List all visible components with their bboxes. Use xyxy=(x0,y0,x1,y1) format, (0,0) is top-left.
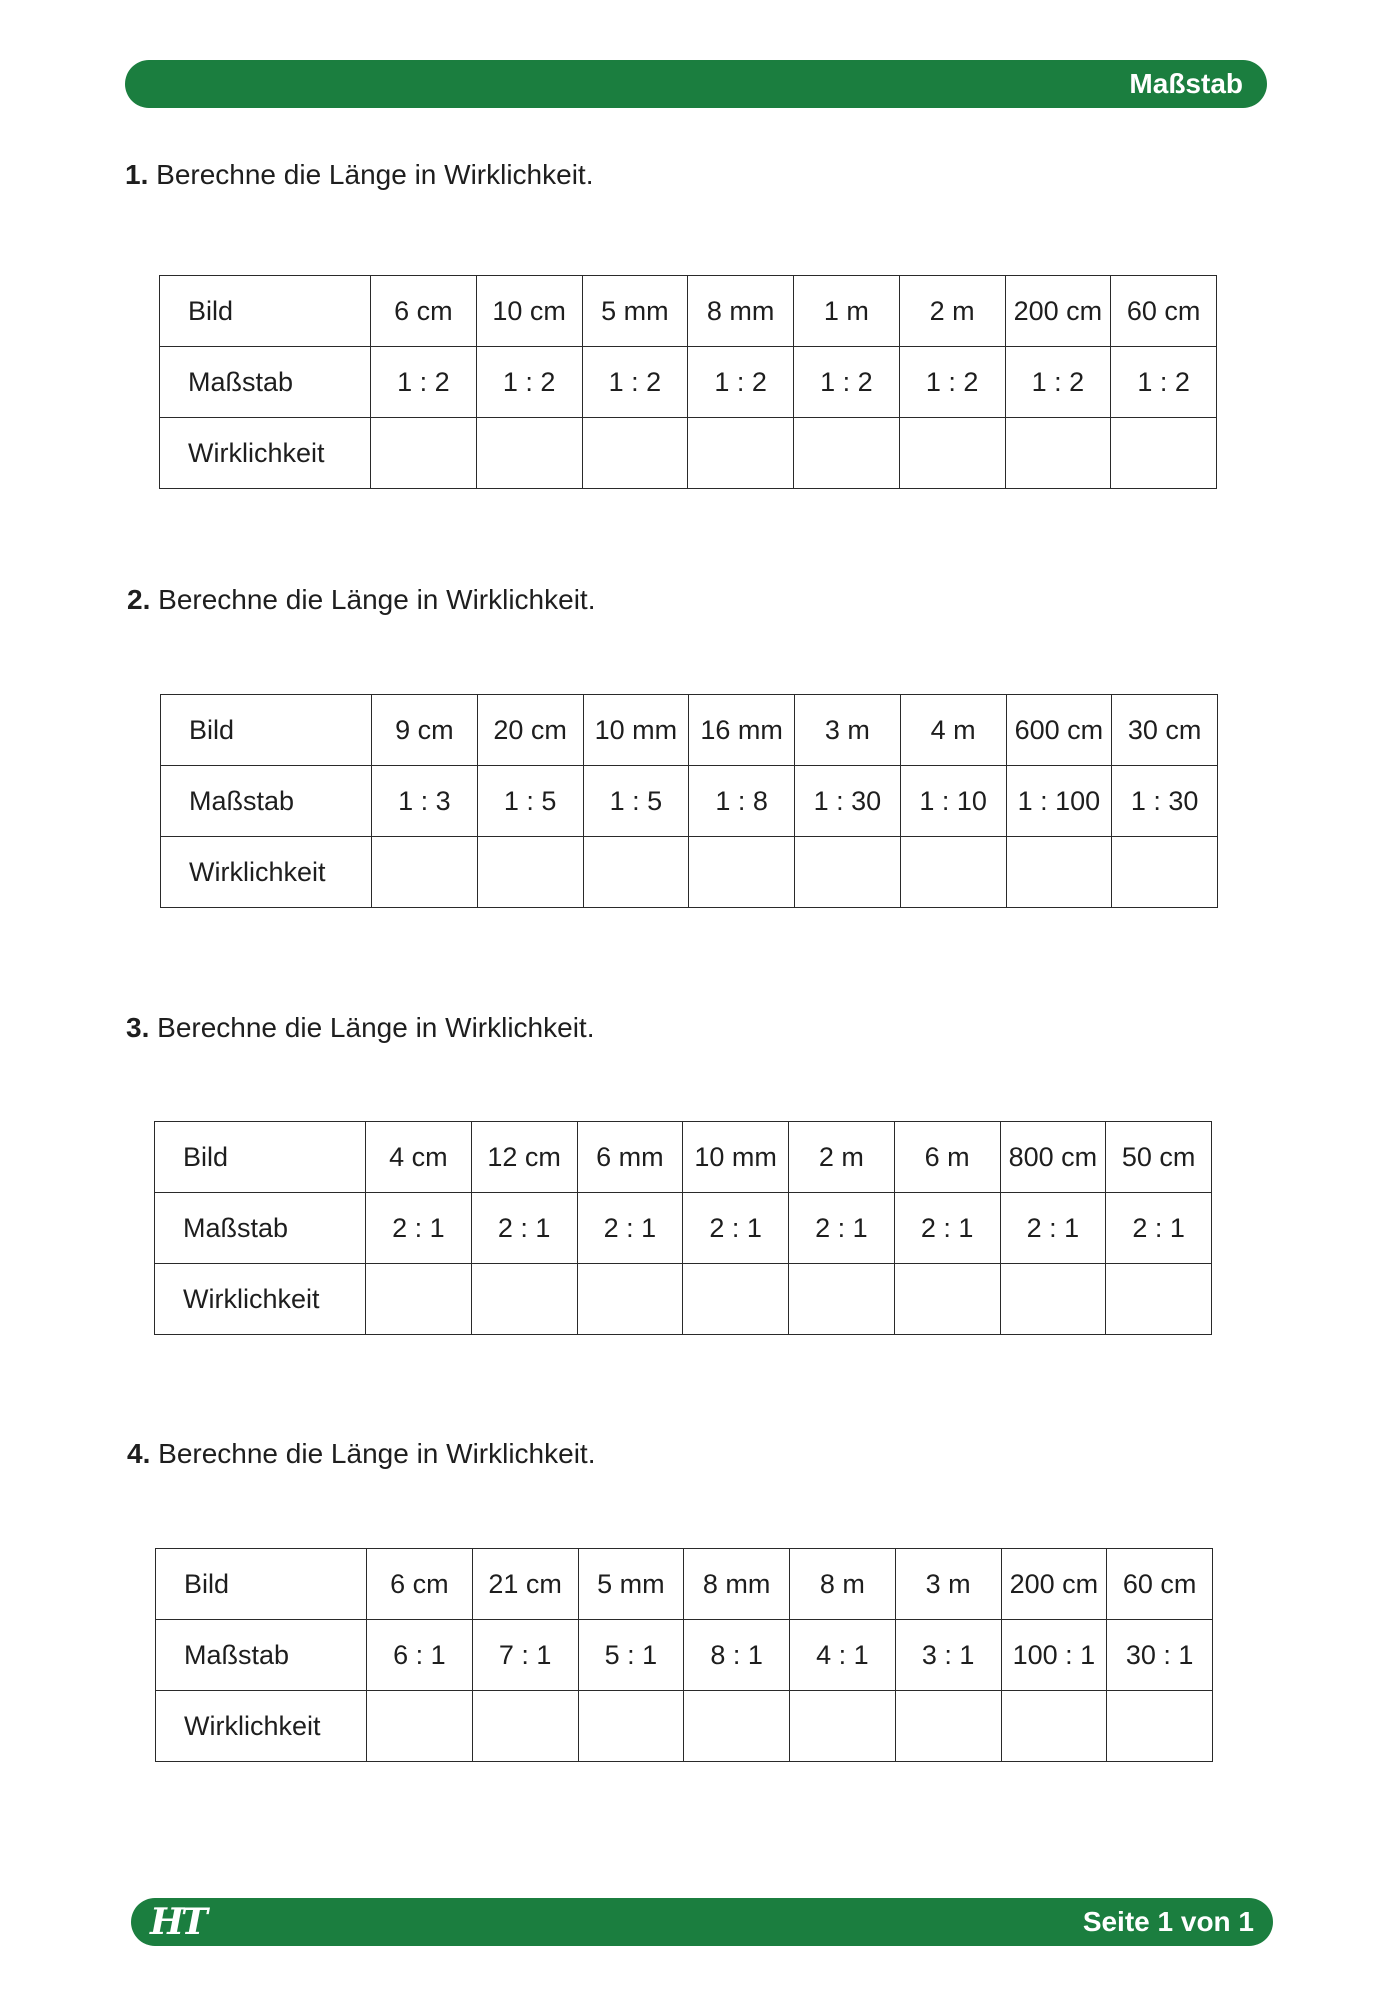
wirklichkeit-answer-cell xyxy=(367,1691,473,1762)
bild-value-cell: 20 cm xyxy=(477,695,583,766)
wirklichkeit-answer-cell xyxy=(790,1691,896,1762)
bild-value-cell: 60 cm xyxy=(1111,276,1217,347)
task-1-scale-table xyxy=(159,275,1217,489)
task-2-scale-table xyxy=(160,694,1218,908)
massstab-value-cell: 5 : 1 xyxy=(578,1620,684,1691)
wirklichkeit-answer-cell xyxy=(1107,1691,1213,1762)
bild-value-cell: 800 cm xyxy=(1000,1122,1106,1193)
bild-value-cell: 10 mm xyxy=(583,695,689,766)
massstab-value-cell: 1 : 2 xyxy=(371,347,477,418)
massstab-value-cell: 1 : 2 xyxy=(582,347,688,418)
bild-value-cell: 8 m xyxy=(790,1549,896,1620)
wirklichkeit-answer-cell xyxy=(471,1264,577,1335)
wirklichkeit-answer-cell xyxy=(689,837,795,908)
wirklichkeit-answer-cell xyxy=(372,837,478,908)
massstab-row xyxy=(160,347,1217,418)
bild-value-cell: 6 m xyxy=(894,1122,1000,1193)
massstab-value-cell: 1 : 2 xyxy=(1005,347,1111,418)
wirklichkeit-answer-cell xyxy=(894,1264,1000,1335)
massstab-value-cell: 100 : 1 xyxy=(1001,1620,1107,1691)
publisher-logo: HT xyxy=(150,1901,205,1943)
wirklichkeit-answer-cell xyxy=(583,837,689,908)
bild-row xyxy=(161,695,1218,766)
wirklichkeit-answer-cell xyxy=(577,1264,683,1335)
task-instruction-text: Berechne die Länge in Wirklichkeit. xyxy=(156,159,594,190)
wirklichkeit-row xyxy=(160,418,1217,489)
row-label: Bild xyxy=(156,1549,367,1620)
wirklichkeit-row xyxy=(156,1691,1213,1762)
wirklichkeit-answer-cell xyxy=(688,418,794,489)
task-4-instruction xyxy=(127,1436,595,1472)
wirklichkeit-answer-cell xyxy=(1106,1264,1212,1335)
bild-value-cell: 6 cm xyxy=(371,276,477,347)
task-3-scale-table xyxy=(154,1121,1212,1335)
row-label: Maßstab xyxy=(160,347,371,418)
bild-value-cell: 21 cm xyxy=(472,1549,578,1620)
wirklichkeit-answer-cell xyxy=(683,1264,789,1335)
massstab-value-cell: 2 : 1 xyxy=(1106,1193,1212,1264)
massstab-value-cell: 2 : 1 xyxy=(683,1193,789,1264)
massstab-value-cell: 1 : 2 xyxy=(899,347,1005,418)
row-label: Wirklichkeit xyxy=(160,418,371,489)
footer-bar xyxy=(131,1898,1273,1946)
massstab-row xyxy=(156,1620,1213,1691)
wirklichkeit-answer-cell xyxy=(794,418,900,489)
bild-value-cell: 6 cm xyxy=(367,1549,473,1620)
bild-value-cell: 3 m xyxy=(795,695,901,766)
wirklichkeit-row xyxy=(155,1264,1212,1335)
wirklichkeit-answer-cell xyxy=(789,1264,895,1335)
row-label: Maßstab xyxy=(156,1620,367,1691)
row-label: Wirklichkeit xyxy=(156,1691,367,1762)
task-number: 1. xyxy=(125,159,149,190)
row-label: Maßstab xyxy=(155,1193,366,1264)
bild-value-cell: 10 mm xyxy=(683,1122,789,1193)
wirklichkeit-answer-cell xyxy=(899,418,1005,489)
wirklichkeit-answer-cell xyxy=(476,418,582,489)
massstab-value-cell: 1 : 3 xyxy=(372,766,478,837)
bild-row xyxy=(155,1122,1212,1193)
wirklichkeit-row xyxy=(161,837,1218,908)
task-number: 3. xyxy=(126,1012,150,1043)
massstab-value-cell: 1 : 5 xyxy=(583,766,689,837)
bild-value-cell: 1 m xyxy=(794,276,900,347)
bild-value-cell: 200 cm xyxy=(1005,276,1111,347)
massstab-value-cell: 2 : 1 xyxy=(471,1193,577,1264)
bild-value-cell: 4 cm xyxy=(366,1122,472,1193)
task-instruction-text: Berechne die Länge in Wirklichkeit. xyxy=(157,1012,595,1043)
task-4-scale-table xyxy=(155,1548,1213,1762)
row-label: Bild xyxy=(160,276,371,347)
header-bar xyxy=(125,60,1267,108)
wirklichkeit-answer-cell xyxy=(366,1264,472,1335)
massstab-value-cell: 1 : 2 xyxy=(688,347,794,418)
bild-value-cell: 12 cm xyxy=(471,1122,577,1193)
massstab-value-cell: 2 : 1 xyxy=(789,1193,895,1264)
row-label: Wirklichkeit xyxy=(155,1264,366,1335)
bild-value-cell: 3 m xyxy=(895,1549,1001,1620)
massstab-value-cell: 1 : 2 xyxy=(1111,347,1217,418)
wirklichkeit-answer-cell xyxy=(578,1691,684,1762)
massstab-value-cell: 8 : 1 xyxy=(684,1620,790,1691)
page-title: Maßstab xyxy=(1129,68,1243,99)
bild-value-cell: 2 m xyxy=(789,1122,895,1193)
task-3-instruction xyxy=(126,1010,594,1046)
massstab-value-cell: 4 : 1 xyxy=(790,1620,896,1691)
massstab-value-cell: 1 : 5 xyxy=(477,766,583,837)
wirklichkeit-answer-cell xyxy=(1000,1264,1106,1335)
wirklichkeit-answer-cell xyxy=(582,418,688,489)
massstab-value-cell: 1 : 30 xyxy=(795,766,901,837)
bild-value-cell: 4 m xyxy=(900,695,1006,766)
massstab-value-cell: 1 : 10 xyxy=(900,766,1006,837)
bild-value-cell: 10 cm xyxy=(476,276,582,347)
bild-value-cell: 2 m xyxy=(899,276,1005,347)
bild-value-cell: 8 mm xyxy=(688,276,794,347)
row-label: Maßstab xyxy=(161,766,372,837)
wirklichkeit-answer-cell xyxy=(1112,837,1218,908)
bild-value-cell: 200 cm xyxy=(1001,1549,1107,1620)
task-number: 2. xyxy=(127,584,151,615)
massstab-value-cell: 3 : 1 xyxy=(895,1620,1001,1691)
bild-value-cell: 30 cm xyxy=(1112,695,1218,766)
massstab-value-cell: 1 : 2 xyxy=(476,347,582,418)
bild-value-cell: 8 mm xyxy=(684,1549,790,1620)
row-label: Bild xyxy=(161,695,372,766)
bild-row xyxy=(156,1549,1213,1620)
massstab-value-cell: 6 : 1 xyxy=(367,1620,473,1691)
bild-value-cell: 600 cm xyxy=(1006,695,1112,766)
row-label: Bild xyxy=(155,1122,366,1193)
massstab-value-cell: 2 : 1 xyxy=(894,1193,1000,1264)
massstab-value-cell: 1 : 30 xyxy=(1112,766,1218,837)
wirklichkeit-answer-cell xyxy=(477,837,583,908)
wirklichkeit-answer-cell xyxy=(795,837,901,908)
massstab-value-cell: 2 : 1 xyxy=(1000,1193,1106,1264)
massstab-value-cell: 1 : 8 xyxy=(689,766,795,837)
wirklichkeit-answer-cell xyxy=(1005,418,1111,489)
wirklichkeit-answer-cell xyxy=(1006,837,1112,908)
massstab-value-cell: 2 : 1 xyxy=(577,1193,683,1264)
bild-value-cell: 9 cm xyxy=(372,695,478,766)
wirklichkeit-answer-cell xyxy=(472,1691,578,1762)
wirklichkeit-answer-cell xyxy=(900,837,1006,908)
wirklichkeit-answer-cell xyxy=(684,1691,790,1762)
task-number: 4. xyxy=(127,1438,151,1469)
massstab-value-cell: 30 : 1 xyxy=(1107,1620,1213,1691)
bild-row xyxy=(160,276,1217,347)
bild-value-cell: 5 mm xyxy=(582,276,688,347)
bild-value-cell: 50 cm xyxy=(1106,1122,1212,1193)
wirklichkeit-answer-cell xyxy=(1111,418,1217,489)
page-number: Seite 1 von 1 xyxy=(1082,1906,1254,1937)
wirklichkeit-answer-cell xyxy=(895,1691,1001,1762)
massstab-value-cell: 2 : 1 xyxy=(366,1193,472,1264)
wirklichkeit-answer-cell xyxy=(1001,1691,1107,1762)
bild-value-cell: 6 mm xyxy=(577,1122,683,1193)
task-2-instruction xyxy=(127,582,595,618)
bild-value-cell: 60 cm xyxy=(1107,1549,1213,1620)
massstab-value-cell: 7 : 1 xyxy=(472,1620,578,1691)
bild-value-cell: 16 mm xyxy=(689,695,795,766)
massstab-value-cell: 1 : 100 xyxy=(1006,766,1112,837)
massstab-row xyxy=(161,766,1218,837)
row-label: Wirklichkeit xyxy=(161,837,372,908)
bild-value-cell: 5 mm xyxy=(578,1549,684,1620)
task-instruction-text: Berechne die Länge in Wirklichkeit. xyxy=(158,584,596,615)
task-1-instruction xyxy=(125,157,593,193)
massstab-row xyxy=(155,1193,1212,1264)
massstab-value-cell: 1 : 2 xyxy=(794,347,900,418)
wirklichkeit-answer-cell xyxy=(371,418,477,489)
task-instruction-text: Berechne die Länge in Wirklichkeit. xyxy=(158,1438,596,1469)
